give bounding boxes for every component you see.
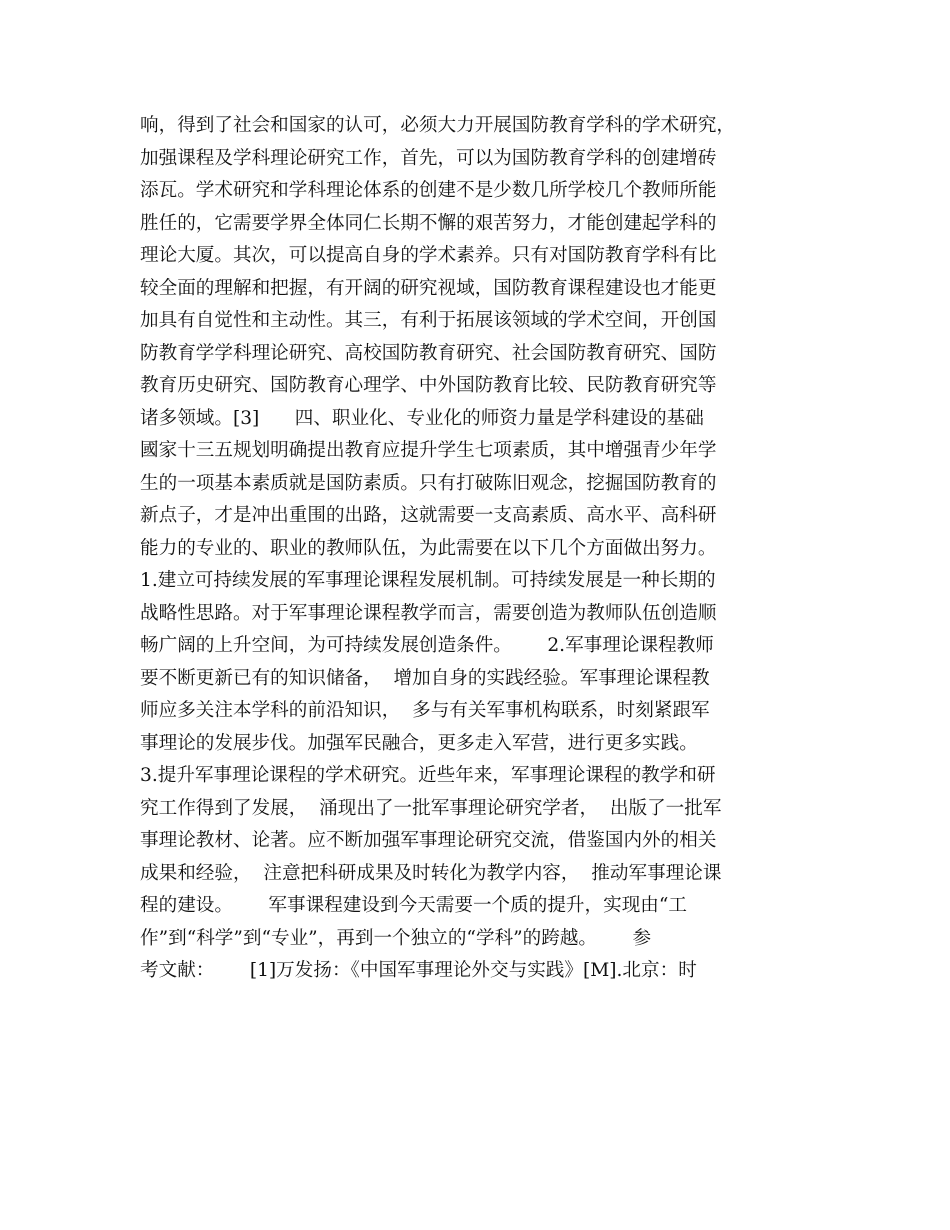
- text-line: 防教育学学科理论研究、高校国防教育研究、社会国防教育研究、国防: [140, 342, 717, 364]
- text-line: 新点子，才是冲出重围的出路，这就需要一支高素质、高水平、高科研: [140, 505, 717, 526]
- text-line: 事理论的发展步伐。加强军民融合，更多走入军营，进行更多实践。: [140, 732, 698, 754]
- body-text: [140, 110, 820, 988]
- text-line: 胜任的，它需要学界全体同仁长期不懈的艰苦努力，才能创建起学科的: [140, 212, 717, 234]
- text-line: 理论大厦。其次，可以提高自身的学术素养。只有对国防教育学科有比: [140, 245, 717, 266]
- text-line: 生的一项基本素质就是国防素质。只有打破陈旧观念，挖掘国防教育的: [140, 472, 717, 494]
- text-line: 程的建设。 军事课程建设到今天需要一个质的提升，实现由“工: [140, 895, 688, 916]
- text-line: 教育历史研究、国防教育心理学、中外国防教育比较、民防教育研究等: [140, 375, 717, 396]
- text-line: 國家十三五规划明确提出教育应提升学生七项素质，其中增强青少年学: [140, 440, 717, 461]
- text-line: 成果和经验， 注意把科研成果及时转化为教学内容， 推动军事理论课: [140, 862, 722, 884]
- text-line: 能力的专业的、职业的教师队伍，为此需要在以下几个方面做出努力。: [140, 537, 717, 559]
- text-line: 3.提升军事理论课程的学术研究。近些年来，军事理论课程的教学和研: [140, 765, 716, 786]
- text-line: 作”到“科学”到“专业”，再到一个独立的“学科”的跨越。 参: [140, 927, 652, 949]
- text-line: 较全面的理解和把握，有开阔的研究视域，国防教育课程建设也才能更: [140, 277, 717, 299]
- text-line: 要不断更新已有的知识储备， 增加自身的实践经验。军事理论课程教: [140, 667, 710, 689]
- text-line: 畅广阔的上升空间，为可持续发展创造条件。 2.军事理论课程教师: [140, 635, 714, 656]
- text-line: 师应多关注本学科的前沿知识， 多与有关军事机构联系，时刻紧跟军: [140, 700, 710, 721]
- text-line: 诸多领域。[3] 四、职业化、专业化的师资力量是学科建设的基础: [140, 407, 704, 429]
- text-line: 战略性思路。对于军事理论课程教学而言，需要创造为教师队伍创造顺: [140, 602, 717, 624]
- text-line: 考文献： [1]万发扬：《中国军事理论外交与实践》[M].北京：时: [140, 960, 697, 981]
- text-line: 究工作得到了发展， 涌现出了一批军事理论研究学者， 出版了一批军: [140, 797, 722, 819]
- text-line: 加强课程及学科理论研究工作，首先，可以为国防教育学科的创建增砖: [140, 147, 717, 169]
- text-line: 1.建立可持续发展的军事理论课程发展机制。可持续发展是一种长期的: [140, 570, 716, 591]
- text-line: 事理论教材、论著。应不断加强军事理论研究交流，借鉴国内外的相关: [140, 830, 717, 851]
- text-line: 添瓦。学术研究和学科理论体系的创建不是少数几所学校几个教师所能: [140, 180, 717, 201]
- text-line: 响，得到了社会和国家的认可，必须大力开展国防教育学科的学术研究，: [140, 115, 736, 136]
- text-line: 加具有自觉性和主动性。其三，有利于拓展该领域的学术空间，开创国: [140, 310, 717, 331]
